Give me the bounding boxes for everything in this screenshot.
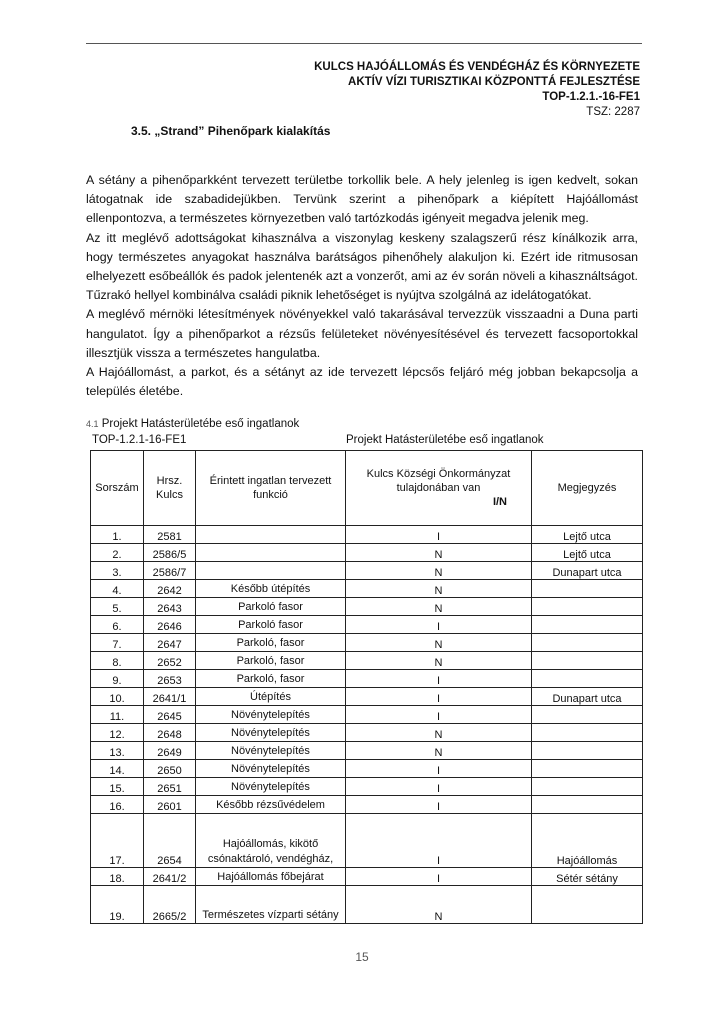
cell-note: [532, 634, 643, 652]
header-ownership: [346, 451, 532, 526]
cell-note: [532, 670, 643, 688]
table-row: [91, 616, 643, 634]
cell-note: [532, 886, 643, 924]
cell-ownership: N: [346, 652, 532, 670]
header-note: Megjegyzés: [532, 451, 643, 526]
cell-note: [532, 724, 643, 742]
cell-note: [532, 652, 643, 670]
header-rule: [86, 43, 642, 44]
cell-function: [196, 544, 346, 562]
cell-sorszam: 16.: [91, 796, 144, 814]
cell-note: Dunapart utca: [532, 562, 643, 580]
cell-function: Növénytelepítés: [196, 724, 346, 742]
caption-text: Projekt Hatásterületébe eső ingatlanok: [101, 418, 300, 430]
cell-hrsz: 2653: [144, 670, 196, 688]
paragraph: Az itt meglévő adottságokat kihasználva a viszonylag keskeny szalagszerű rész kínálkozik arra, hogy természetes anyagokat használva barátságos pihenőhely alakuljon ki. Ezért ide ritmusosan elhelyezett esőbeállók és padok jelentenék azt a vonzerőt, ami az év során növeli a kihasználtságot. Tűzrakó hellyel kombinálva családi piknik lehetőséget is nyújtva szolgálná az idelátogatókat.: [86, 230, 638, 303]
cell-hrsz: 2647: [144, 634, 196, 652]
cell-ownership: N: [346, 544, 532, 562]
cell-hrsz: 2651: [144, 778, 196, 796]
section-title: 3.5. „Strand” Pihenőpark kialakítás: [131, 124, 331, 138]
cell-hrsz: 2665/2: [144, 886, 196, 924]
paragraph: A sétány a pihenőparkként tervezett területbe torkollik bele. A hely jelenleg is igen kedvelt, sokan látogatnak ide szabadidejükben. Tervünk szerint a pihenőpark a kiépített Hajóállomást ellenpontozva, a természetes környezetben való tartózkodás igényeit megadva jelenik meg.: [86, 173, 638, 226]
cell-ownership: N: [346, 886, 532, 924]
cell-note: [532, 616, 643, 634]
header-ownership-text: Kulcs Községi Önkormányzat tulajdonában van: [366, 468, 511, 494]
cell-hrsz: 2641/2: [144, 868, 196, 886]
cell-hrsz: 2654: [144, 814, 196, 868]
cell-sorszam: 5.: [91, 598, 144, 616]
table-row: [91, 886, 643, 924]
page-number: 15: [355, 950, 369, 964]
cell-ownership: N: [346, 742, 532, 760]
header-in: I/N: [492, 496, 507, 508]
cell-hrsz: 2641/1: [144, 688, 196, 706]
cell-ownership: N: [346, 634, 532, 652]
table-top-right: Projekt Hatásterületébe eső ingatlanok: [346, 434, 544, 446]
cell-function: Hajóállomás főbejárat: [196, 868, 346, 886]
header-hrsz: Hrsz. Kulcs: [144, 451, 196, 526]
table-row: [91, 562, 643, 580]
property-table: [90, 450, 643, 924]
cell-note: Lejtő utca: [532, 544, 643, 562]
cell-hrsz: 2601: [144, 796, 196, 814]
cell-hrsz: 2652: [144, 652, 196, 670]
header-function: Érintett ingatlan tervezett funkció: [196, 451, 346, 526]
cell-note: Dunapart utca: [532, 688, 643, 706]
cell-sorszam: 11.: [91, 706, 144, 724]
cell-ownership: I: [346, 526, 532, 544]
header-title-line1: KULCS HAJÓÁLLOMÁS ÉS VENDÉGHÁZ ÉS KÖRNYEZETE: [314, 61, 640, 73]
cell-sorszam: 15.: [91, 778, 144, 796]
cell-function: Növénytelepítés: [196, 760, 346, 778]
cell-sorszam: 6.: [91, 616, 144, 634]
cell-sorszam: 8.: [91, 652, 144, 670]
cell-note: [532, 580, 643, 598]
cell-function: Parkoló, fasor: [196, 652, 346, 670]
table-row: [91, 706, 643, 724]
cell-note: [532, 598, 643, 616]
table-row: [91, 814, 643, 868]
cell-ownership: I: [346, 688, 532, 706]
cell-ownership: I: [346, 868, 532, 886]
cell-ownership: I: [346, 778, 532, 796]
cell-hrsz: 2586/5: [144, 544, 196, 562]
cell-hrsz: 2645: [144, 706, 196, 724]
cell-ownership: N: [346, 598, 532, 616]
cell-sorszam: 4.: [91, 580, 144, 598]
cell-hrsz: 2648: [144, 724, 196, 742]
cell-function: Később útépítés: [196, 580, 346, 598]
cell-function: Hajóállomás, kikötő csónaktároló, vendégház,: [196, 814, 346, 868]
cell-ownership: I: [346, 616, 532, 634]
cell-function: Parkoló fasor: [196, 616, 346, 634]
header-project-code: TOP-1.2.1.-16-FE1: [542, 91, 640, 103]
cell-function: Parkoló fasor: [196, 598, 346, 616]
cell-sorszam: 9.: [91, 670, 144, 688]
table-row: [91, 778, 643, 796]
cell-hrsz: 2643: [144, 598, 196, 616]
table-row: [91, 760, 643, 778]
cell-sorszam: 12.: [91, 724, 144, 742]
cell-function: Növénytelepítés: [196, 742, 346, 760]
cell-sorszam: 3.: [91, 562, 144, 580]
cell-function: Később rézsűvédelem: [196, 796, 346, 814]
cell-sorszam: 1.: [91, 526, 144, 544]
table-row: [91, 634, 643, 652]
table-row: [91, 544, 643, 562]
cell-note: Lejtő utca: [532, 526, 643, 544]
cell-hrsz: 2586/7: [144, 562, 196, 580]
cell-function: Parkoló, fasor: [196, 670, 346, 688]
cell-function: Természetes vízparti sétány: [196, 886, 346, 924]
caption-number: 4.1: [86, 419, 99, 429]
table-row: [91, 742, 643, 760]
cell-sorszam: 19.: [91, 886, 144, 924]
document-header: [314, 60, 640, 120]
table-row: [91, 652, 643, 670]
cell-note: [532, 742, 643, 760]
table-row: [91, 724, 643, 742]
table-row: [91, 598, 643, 616]
table-row: [91, 796, 643, 814]
cell-sorszam: 13.: [91, 742, 144, 760]
cell-sorszam: 18.: [91, 868, 144, 886]
cell-sorszam: 10.: [91, 688, 144, 706]
table-row: [91, 868, 643, 886]
table-row: [91, 688, 643, 706]
cell-ownership: N: [346, 724, 532, 742]
cell-ownership: N: [346, 580, 532, 598]
cell-sorszam: 2.: [91, 544, 144, 562]
cell-ownership: N: [346, 562, 532, 580]
cell-hrsz: 2581: [144, 526, 196, 544]
cell-note: Hajóállomás: [532, 814, 643, 868]
cell-function: Útépítés: [196, 688, 346, 706]
cell-hrsz: 2642: [144, 580, 196, 598]
table-row: [91, 580, 643, 598]
cell-function: Növénytelepítés: [196, 778, 346, 796]
table-header-row: [91, 451, 643, 526]
cell-note: [532, 706, 643, 724]
cell-note: Sétér sétány: [532, 868, 643, 886]
paragraph: A meglévő mérnöki létesítmények növényekkel való takarásával tervezzük visszaadni a Duna parti hangulatot. Így a pihenőparkot a rézsűs felületeket növényesítésével és tervezett facsoportokkal illesztjük vissza a természetes hangulatba.: [86, 307, 638, 360]
cell-function: [196, 526, 346, 544]
cell-ownership: I: [346, 760, 532, 778]
cell-function: Növénytelepítés: [196, 706, 346, 724]
cell-ownership: I: [346, 670, 532, 688]
table-caption: [86, 418, 299, 430]
cell-ownership: I: [346, 706, 532, 724]
header-tsz: TSZ: 2287: [586, 106, 640, 118]
cell-hrsz: 2646: [144, 616, 196, 634]
cell-note: [532, 778, 643, 796]
cell-function: [196, 562, 346, 580]
paragraph: A Hajóállomást, a parkot, és a sétányt az ide tervezett lépcsős feljáró még jobban bekapcsolja a település életébe.: [86, 365, 638, 399]
header-title-line2: AKTÍV VÍZI TURISZTIKAI KÖZPONTTÁ FEJLESZTÉSE: [348, 76, 640, 88]
cell-sorszam: 7.: [91, 634, 144, 652]
cell-ownership: I: [346, 796, 532, 814]
cell-note: [532, 760, 643, 778]
table-row: [91, 670, 643, 688]
header-sorszam: Sorszám: [91, 451, 144, 526]
cell-hrsz: 2649: [144, 742, 196, 760]
cell-note: [532, 796, 643, 814]
cell-hrsz: 2650: [144, 760, 196, 778]
table-top-left: TOP-1.2.1-16-FE1: [92, 434, 187, 446]
cell-function: Parkoló, fasor: [196, 634, 346, 652]
cell-sorszam: 14.: [91, 760, 144, 778]
cell-sorszam: 17.: [91, 814, 144, 868]
body-text: [86, 171, 638, 401]
table-row: [91, 526, 643, 544]
cell-ownership: I: [346, 814, 532, 868]
